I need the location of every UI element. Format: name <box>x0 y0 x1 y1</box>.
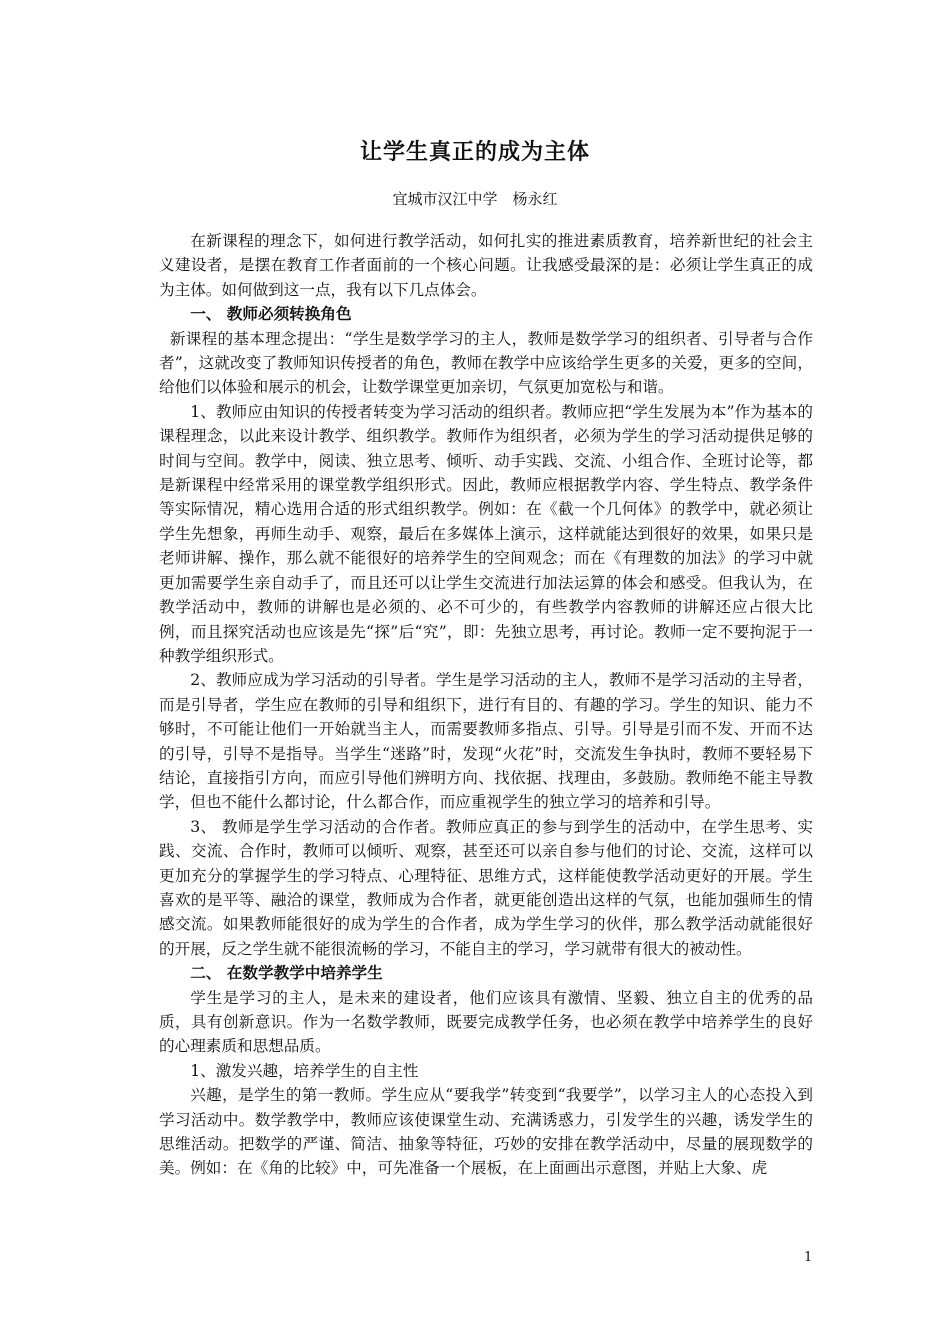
section-1-point-1: 1、教师应由知识的传授者转变为学习活动的组织者。教师应把“学生发展为本”作为基本的课程理念，以此来设计教学、组织教学。教师作为组织者，必须为学生的学习活动提供足够的时间与空间。教学中，阅读、独立思考、倾听、动手实践、交流、小组合作、全班讨论等，都是新课程中经常采用的课堂教学组织形式。因此，教师应根据教学内容、学生特点、教学条件等实际情况，精心选用合适的形式组织教学。例如：在《截一个几何体》的教学中，就必须让学生先想象，再师生动手、观察，最后在多媒体上演示，这样就能达到很好的效果，如果只是老师讲解、操作，那么就不能很好的培养学生的空间观念；而在《有理数的加法》的学习中就更加需要学生亲自动手了，而且还可以让学生交流进行加法运算的体会和感受。但我认为，在教学活动中，教师的讲解也是必须的、必不可少的，有些教学内容教师的讲解还应占很大比例，而且探究活动也应该是先“探”后“究”，即：先独立思考，再讨论。教师一定不要拘泥于一种教学组织形式。 <box>159 402 813 665</box>
page-title: 让学生真正的成为主体 <box>359 140 590 165</box>
section-2-heading: 二、 在数学教学中培养学生 <box>190 964 383 983</box>
article-body <box>159 229 813 1181</box>
section-1-lead: 新课程的基本理念提出：“学生是数学学习的主人，教师是数学学习的组织者、引导者与合作者”，这就改变了教师知识传授者的角色，教师在教学中应该给学生更多的关爱，更多的空间，给他们以体验和展示的机会，让数学课堂更加亲切，气氛更加宽松与和谐。 <box>159 329 813 397</box>
page-number: 1 <box>804 1250 813 1265</box>
section-1-heading: 一、 教师必须转换角色 <box>190 305 352 324</box>
section-2-lead: 学生是学习的主人，是未来的建设者，他们应该具有激情、坚毅、独立自主的优秀的品质，具有创新意识。作为一名数学教师，既要完成教学任务，也必须在教学中培养学生的良好的心理素质和思想品质。 <box>159 988 813 1056</box>
section-1-point-2: 2、教师应成为学习活动的引导者。学生是学习活动的主人，教师不是学习活动的主导者，而是引导者，学生应在教师的引导和组织下，进行有目的、有趣的学习。学生的知识、能力不够时，不可能让他们一开始就当主人，而需要教师多指点、引导。引导是引而不发、开而不达的引导，引导不是指导。当学生“迷路”时，发现“火花”时，交流发生争执时，教师不要轻易下结论，直接指引方向，而应引导他们辨明方向、找依据、找理由，多鼓励。教师绝不能主导教学，但也不能什么都讨论，什么都合作，而应重视学生的独立学习的培养和引导。 <box>159 671 813 812</box>
intro-paragraph: 在新课程的理念下，如何进行教学活动，如何扎实的推进素质教育，培养新世纪的社会主义建设者，是摆在教育工作者面前的一个核心问题。让我感受最深的是：必须让学生真正的成为主体。如何做到这一点，我有以下几点体会。 <box>159 232 813 299</box>
subsection-1-text: 兴趣，是学生的第一教师。学生应从“要我学”转变到“我要学”，以学习主人的心态投入到学习活动中。数学教学中，教师应该使课堂生动、充满诱惑力，引发学生的兴趣，诱发学生的思维活动。把数学的严谨、简洁、抽象等特征，巧妙的安排在教学活动中，尽量的展现数学的美。例如：在《角的比较》中，可先准备一个展板，在上面画出示意图，并贴上大象、虎 <box>159 1086 813 1178</box>
subsection-1-title: 1、激发兴趣，培养学生的自主性 <box>190 1061 419 1080</box>
author-byline: 宜城市汉江中学 杨永红 <box>392 190 558 208</box>
section-1-point-3: 3、 教师是学生学习活动的合作者。教师应真正的参与到学生的活动中，在学生思考、实践、交流、合作时，教师可以倾听、观察，甚至还可以亲自参与他们的讨论、交流，这样可以更加充分的掌握学生的学习特点、心理特征、思维方式，这样能使教学活动更好的开展。学生喜欢的是平等、融洽的课堂，教师成为合作者，就更能创造出这样的气氛，也能加强师生的情感交流。如果教师能很好的成为学生的合作者，成为学生学习的伙伴，那么教学活动就能很好的开展，反之学生就不能很流畅的学习，不能自主的学习，学习就带有很大的被动性。 <box>159 817 813 958</box>
